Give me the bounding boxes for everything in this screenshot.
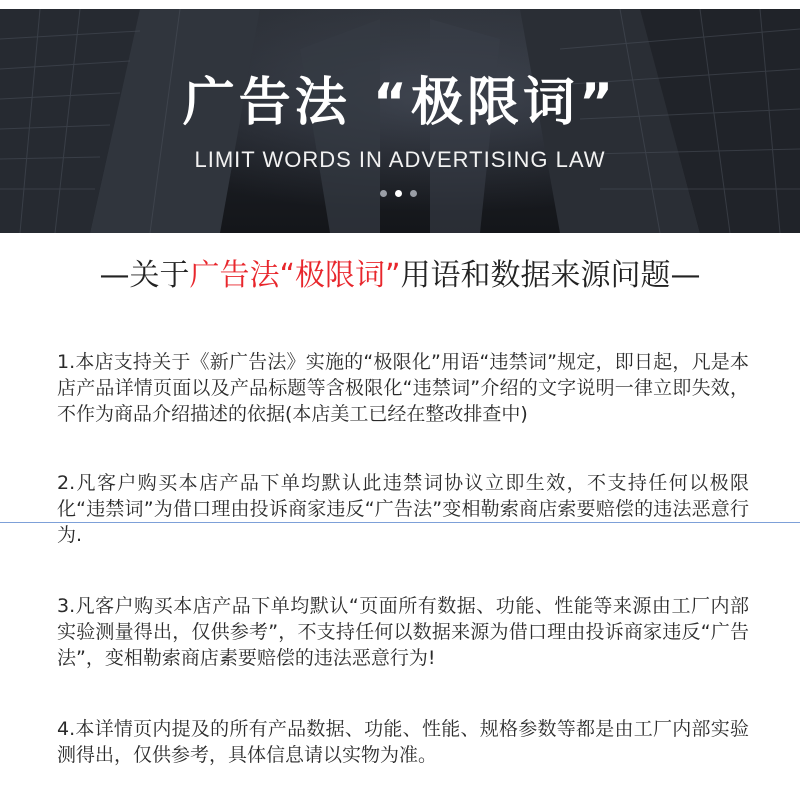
carousel-dot-active[interactable] xyxy=(395,190,402,197)
notice-paragraph-1: 1.本店支持关于《新广告法》实施的“极限化”用语“违禁词”规定，即日起，凡是本店产品详情页面以及产品标题等含极限化“违禁词”介绍的文字说明一律立即失效，不作为商品介绍描述的依据(本店美工已经在整改排查中) xyxy=(57,351,749,425)
carousel-indicator xyxy=(380,190,420,200)
heading-highlight: 广告法“极限词” xyxy=(189,258,401,293)
heading-suffix: 用语和数据来源问题— xyxy=(400,258,701,293)
hero-banner xyxy=(0,9,800,233)
section-heading xyxy=(0,254,800,298)
banner-title: 广告法 “极限词” xyxy=(182,73,618,133)
notice-paragraph-4: 4.本详情页内提及的所有产品数据、功能、性能、规格参数等都是由工厂内部实验测得出，仅供参考，具体信息请以实物为准。 xyxy=(57,718,749,766)
notice-paragraph-2: 2.凡客户购买本店产品下单均默认此违禁词协议立即生效，不支持任何以极限化“违禁词”为借口理由投诉商家违反“广告法”变相勒索商店索要赔偿的违法恶意行为. xyxy=(57,472,749,546)
divider-line xyxy=(0,522,800,523)
banner-subtitle: LIMIT WORDS IN ADVERTISING LAW xyxy=(194,147,606,172)
carousel-dot[interactable] xyxy=(410,190,417,197)
notice-paragraph-3: 3.凡客户购买本店产品下单均默认“页面所有数据、功能、性能等来源由工厂内部实验测量得出，仅供参考”，不支持任何以数据来源为借口理由投诉商家违反“广告法”，变相勒索商店素要赔偿的违法恶意行为! xyxy=(57,595,749,669)
heading-prefix: —关于 xyxy=(99,258,190,293)
carousel-dot[interactable] xyxy=(380,190,387,197)
